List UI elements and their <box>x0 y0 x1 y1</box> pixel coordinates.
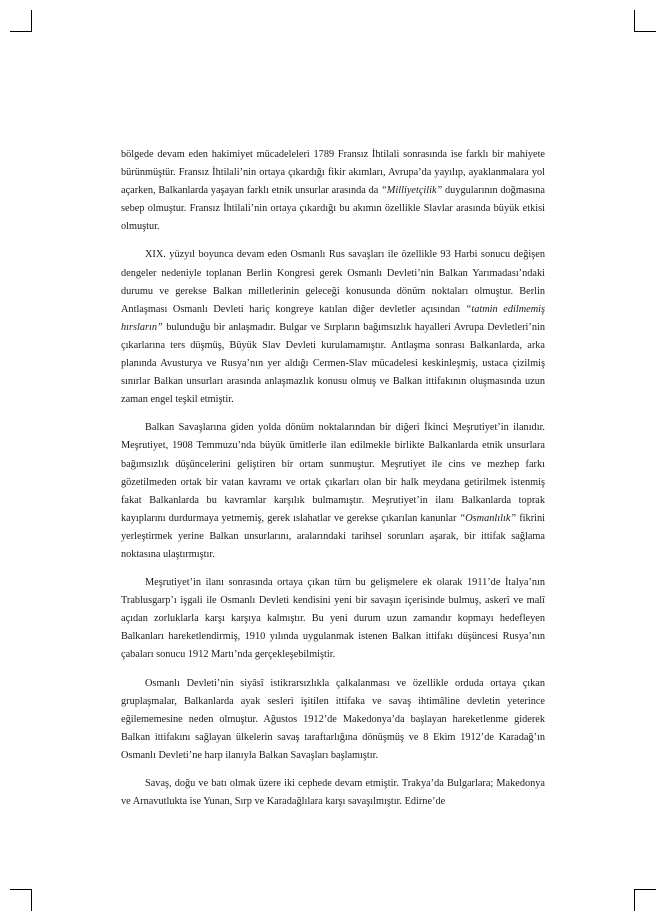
body-text <box>121 146 545 811</box>
text-run: duygularının doğmasına sebep olmuştur. Fransız İhtilali’nin ortaya çıkardığı bu akımın özellikle Slavlar arasında büyük etkisi olmuştur. <box>121 185 545 233</box>
paragraph <box>121 146 545 236</box>
text-run: Savaş, doğu ve batı olmak üzere iki cephede devam etmiştir. Trakya’da Bulgarlara; Makedonya ve Arnavutlukta ise Yunan, Sırp ve Karadağlılara karşı savaşılmıştır. Edirne’de <box>121 778 545 808</box>
crop-mark <box>31 10 32 32</box>
crop-mark <box>10 889 32 890</box>
text-run: Osmanlı Devleti’nin siyâsî istikrarsızlıkla çalkalanması ve özellikle orduda ortaya çıkan gruplaşmalar, Balkanlarda ayak sesleri işitilen ittifaka ve savaş ihtimâline devletin yeterince eğilememesine neden olmuştur. Ağustos 1912’de Makedonya’da başlayan hareketlenme giderek Balkan ittifakını sağlayan ülkelerin savaş taraftarlığına dönüşmüş ve 8 Ekim 1912’de Karadağ’ın Osmanlı Devleti’ne harp ilanıyla Balkan Savaşları başlamıştır. <box>121 677 545 761</box>
crop-mark <box>31 889 32 911</box>
text-run: Meşrutiyet’in ilanı sonrasında ortaya çıkan türn bu gelişmelere ek olarak 1911’de İtalya’nın Trablusgarp’ı işgali ile Osmanlı Devleti kendisini yeni bir savaşın içerisinde bulmuş, askerî ve malî açıdan zorluklarla karşı karşıya kalmıştır. Bu yeni durum uzun zamandır kopmayı hedefleyen Balkanları hareketlendirmiş, 1910 yılında uygulanmak istenen Balkan ittifakı düşüncesi Rusya’nın çabaları sonucu 1912 Martı’nda gerçekleşebilmiştir. <box>121 577 545 661</box>
crop-mark <box>634 10 635 32</box>
paragraph <box>121 775 545 811</box>
crop-mark <box>634 31 656 32</box>
text-run: XIX. yüzyıl boyunca devam eden Osmanlı Rus savaşları ile özellikle 93 Harbi sonucu değişen dengeler nedeniyle toplanan Berlin Kongresi gerek Osmanlı Devleti’nin Balkan Yarımadası’ndaki durumu ve gerekse Balkan milletlerinin geleceği konusunda dönüm noktaları olmuştur. Berlin Antlaşması Osmanlı Devleti hariç kongreye katılan diğer devletler açısından <box>121 249 545 315</box>
italic-term: “Osmanlılık” <box>459 512 517 524</box>
crop-mark <box>634 889 656 890</box>
italic-term: “tatmin edilmemiş hırsların” <box>121 303 546 333</box>
text-run: bölgede devam eden hakimiyet mücadeleleri 1789 Fransız İhtilali sonrasında ise farklı bir mahiyete bürünmüştür. Fransız İhtilali’nin ortaya çıkardığı fikir akımları, Avrupa’da yayılıp, ayaklanmalara yol açarken, Balkanlarda yaşayan farklı etnik unsurlar arasında da <box>121 149 545 197</box>
crop-mark <box>10 31 32 32</box>
paragraph <box>121 574 545 664</box>
paragraph <box>121 419 545 564</box>
text-run: bulunduğu bir anlaşmadır. Bulgar ve Sırpların bağımsızlık hayalleri Avrupa Devletleri’nin çıkarlarına ters düşmüş, Büyük Slav Devleti kurulamamıştır. Antlaşma sonrası Balkanlarda, arka planında Avusturya ve Rusya’nın yer aldığı Cermen-Slav mücadelesi keskinleşmiş, ustaca çizilmiş sınırlar Balkan unsurları arasında anlaşmazlık konusu olmuş ve Balkan ittifakının oluşmasında uzun zaman engel teşkil etmiştir. <box>121 321 545 406</box>
italic-term: “Milliyetçilik” <box>381 185 443 197</box>
paragraph <box>121 246 545 409</box>
text-run: Balkan Savaşlarına giden yolda dönüm noktalarından bir diğeri İkinci Meşrutiyet’in ilanıdır. Meşrutiyet, 1908 Temmuzu’nda büyük ümitlerle ilan edilmekle birlikte Balkanlarda etnik unsurlara bağımsızlık düşüncelerini geliştiren bir ortam sunmuştur. Meşrutiyet ile cins ve mezhep farkı gözetilmeden ortak bir vatan kavramı ve ortak çıkarları olan bir halk meydana getirilmek istenmiş fakat Balkanlarda bu kavramlar karşılık bulmamıştır. Meşrutiyet’in ilanı Balkanlarda toprak kayıplarını durdurmaya yetmemiş, gerek ıslahatlar ve gerekse çıkarılan kanunlar <box>121 422 545 524</box>
text-run: fikrini yerleştirmek yerine Balkan unsurlarını, aralarındaki tarihsel sorunları aşarak, bir ittifak sağlama noktasına ulaştırmıştır. <box>121 512 545 560</box>
paragraph <box>121 675 545 765</box>
crop-mark <box>634 889 635 911</box>
